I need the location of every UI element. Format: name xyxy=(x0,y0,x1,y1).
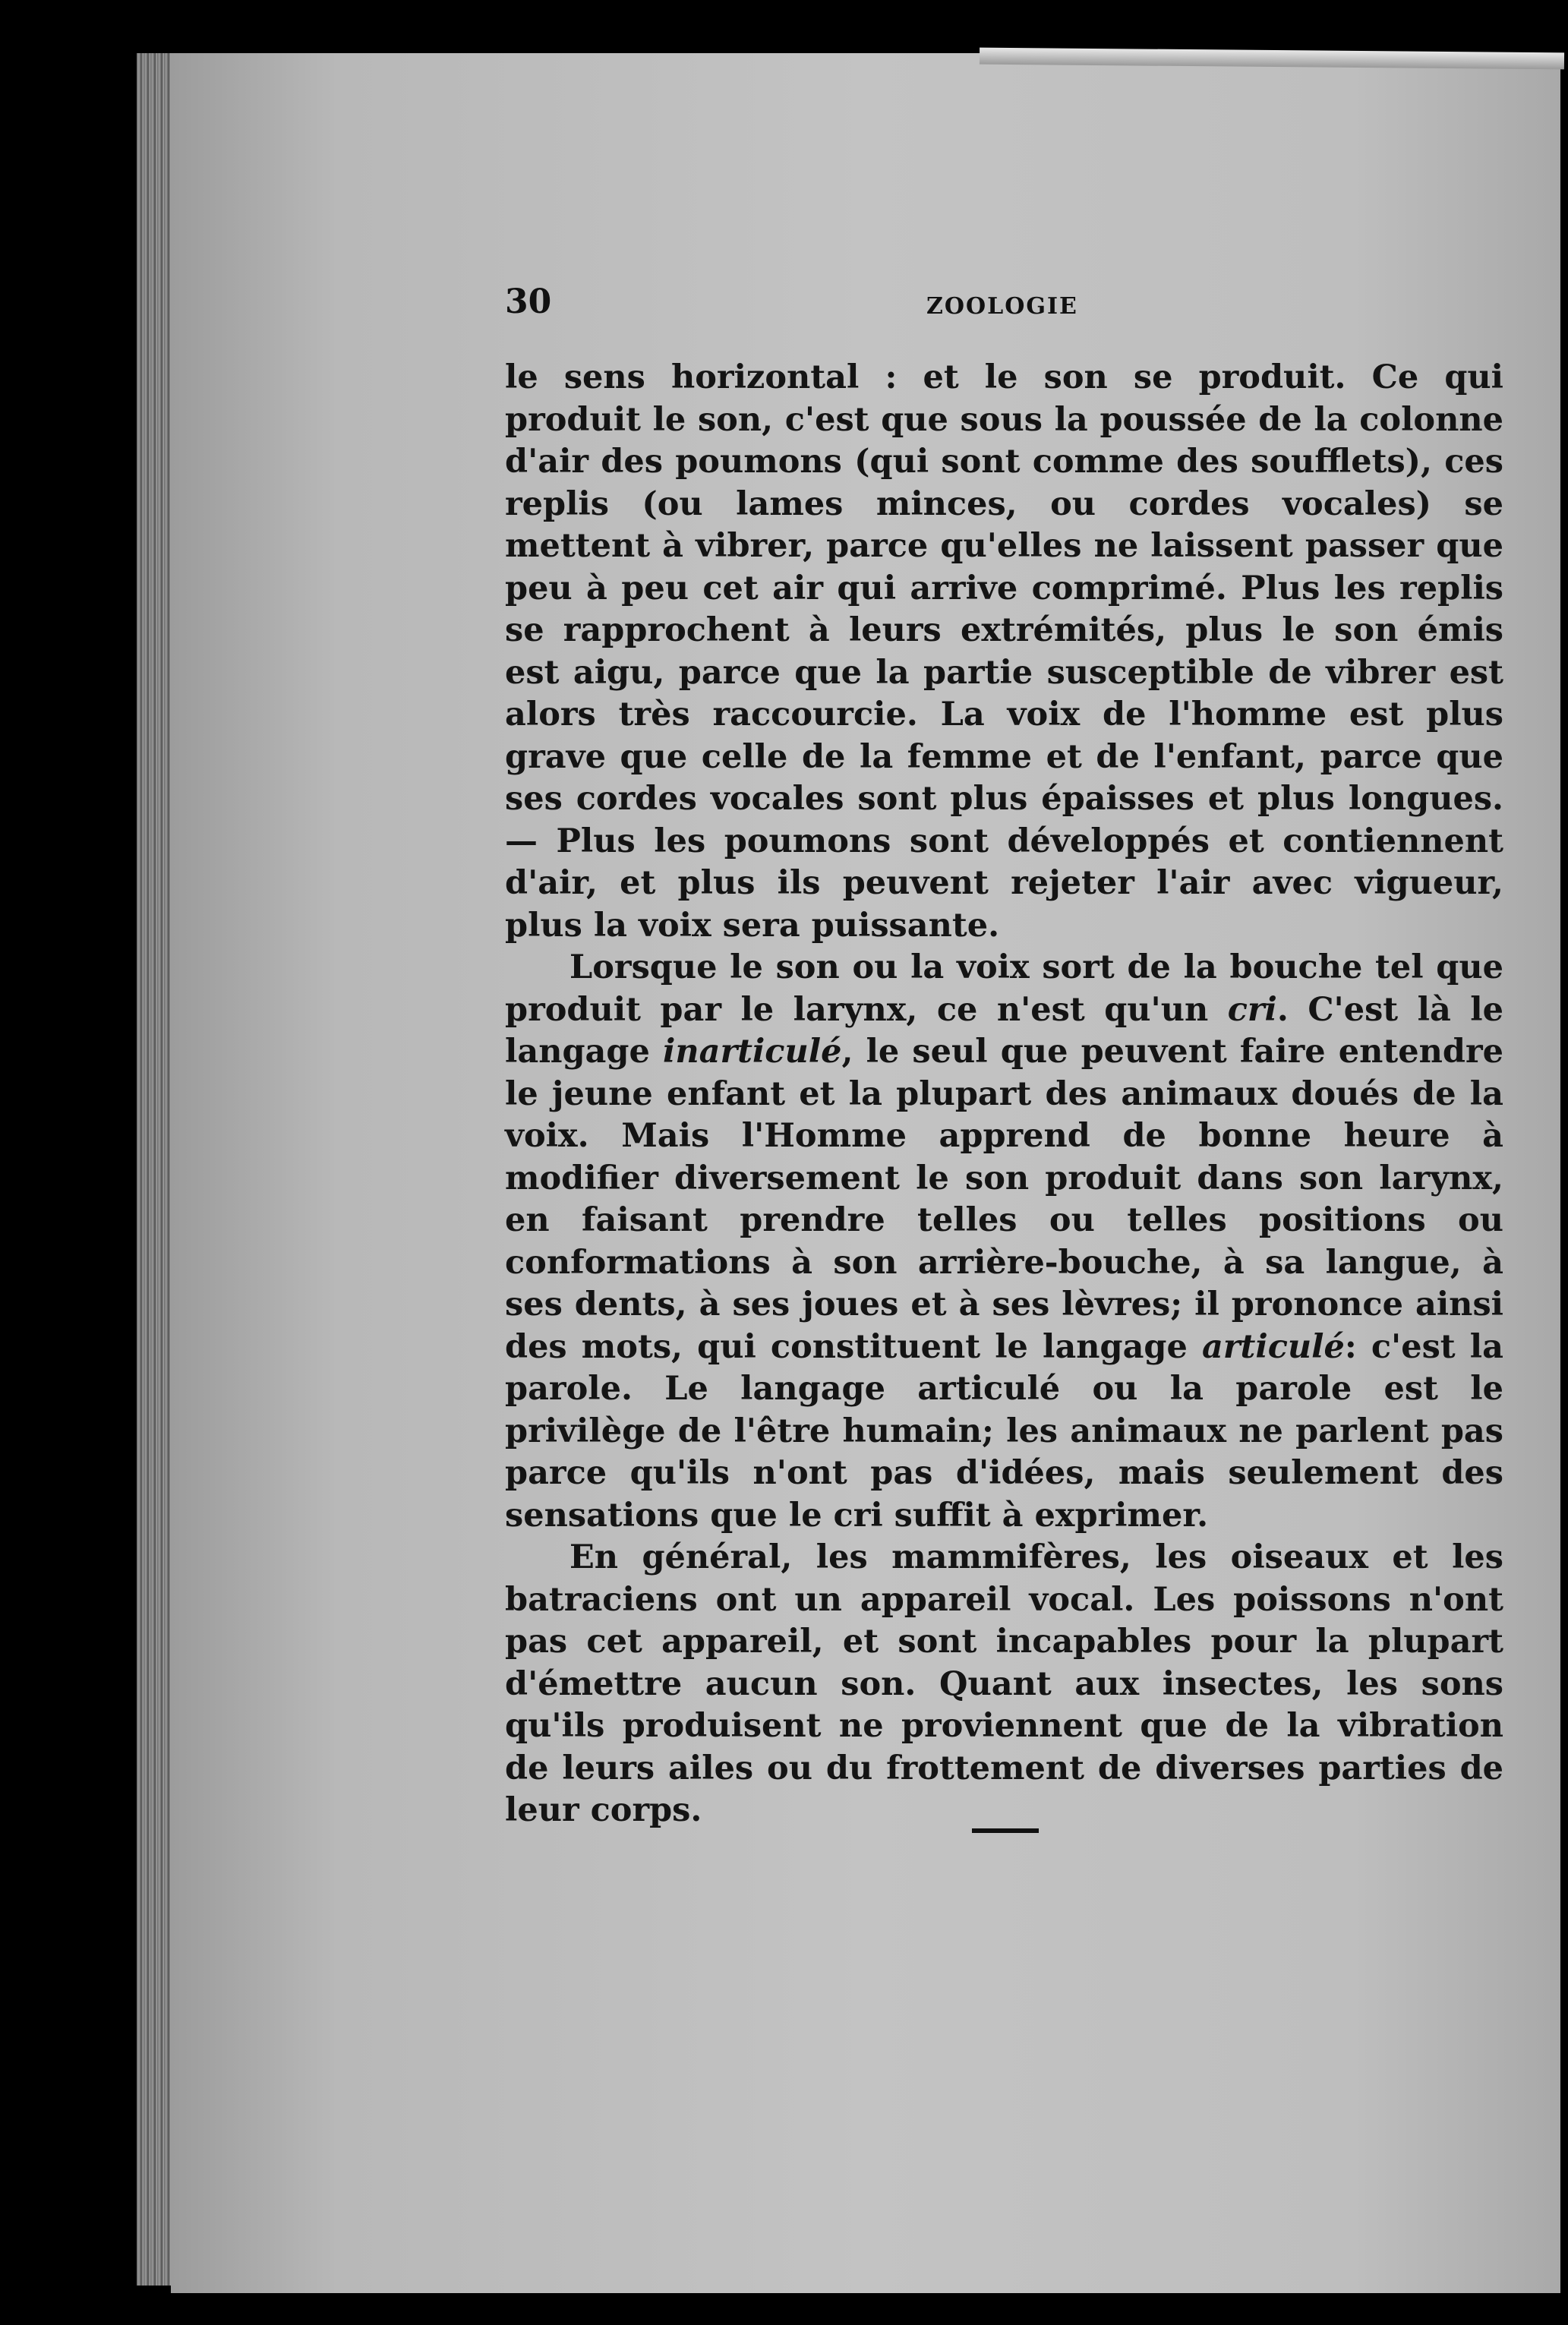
end-of-section-rule xyxy=(972,1828,1039,1833)
section-title: ZOOLOGIE xyxy=(926,293,1078,320)
paragraph-2-text-a: Lorsque le son ou la voix sort de la bouche tel que produit par le larynx, ce n'est qu'un xyxy=(505,948,1503,1029)
paragraph-1-text: le sens horizontal : et le son se produit. Ce qui produit le son, c'est que sous la poussée de la colonne d'air des poumons (qui sont comme des soufflets), ces replis (ou lames minces, ou cordes vocales) se mettent à vibrer, parce qu'elles ne laissent passer que peu à peu cet air qui arrive comprimé. Plus les replis se rapprochent à leurs extrémités, plus le son émis est aigu, parce que la partie susceptible de vibrer est alors très raccourcie. La voix de l'homme est plus grave que celle de la femme et de l'enfant, parce que ses cordes vocales sont plus épaisses et plus longues. — Plus les poumons sont développés et contiennent d'air, et plus ils peuvent rejeter l'air avec vigueur, plus la voix sera puissante. xyxy=(505,358,1503,945)
paragraph-1 xyxy=(505,357,1503,947)
paragraph-2-text-c: , le seul que peuvent faire entendre le jeune enfant et la plupart des animaux doués de la voix. Mais l'Homme apprend de bonne heure à modifier diversement le son produit dans son larynx, en faisant prendre telles ou telles positions ou conformations à son arrière-bouche, à sa langue, à ses dents, à ses joues et à ses lèvres; il prononce ainsi des mots, qui constituent le langage xyxy=(505,1033,1503,1366)
term-inarticule: inarticulé xyxy=(662,1033,842,1071)
body-text xyxy=(505,357,1503,1832)
paragraph-2 xyxy=(505,947,1503,1537)
page-number: 30 xyxy=(505,282,552,321)
paragraph-2-text-b: . C'est là le langage xyxy=(505,990,1503,1071)
paragraph-3 xyxy=(505,1537,1503,1832)
paragraph-3-text: En général, les mammifères, les oiseaux et les batraciens ont un appareil vocal. Les poissons n'ont pas cet appareil, et sont incapables pour la plupart d'émettre aucun son. Quant aux insectes, les sons qu'ils produisent ne proviennent que de la vibration de leurs ailes ou du frottement de diverses parties de leur corps. xyxy=(505,1538,1503,1829)
term-articule: articulé xyxy=(1202,1327,1345,1366)
term-cri: cri xyxy=(1227,990,1277,1029)
paragraph-2-text-d: : c'est la parole. Le langage articulé ou la parole est le privilège de l'être humain; les animaux ne parlent pas parce qu'ils n'ont pas d'idées, mais seulement des sensations que le cri suffit à exprimer. xyxy=(505,1327,1503,1535)
running-head xyxy=(505,282,1503,328)
